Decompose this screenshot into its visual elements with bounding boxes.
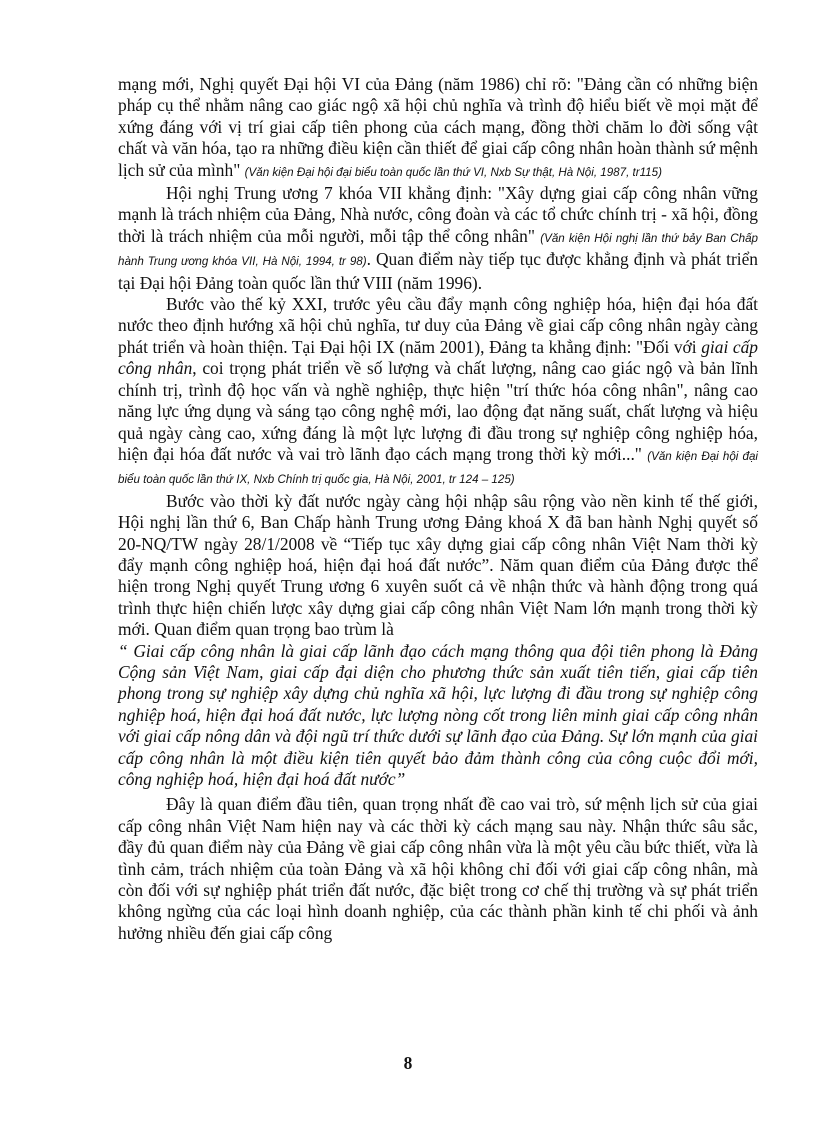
resolution-quote: “ Giai cấp công nhân là giai cấp lãnh đạo cách mạng thông qua đội tiên phong là Đảng Cộng sản Việt Nam, giai cấp đại diện cho phương thức sản xuất tiên tiến, giai cấp tiên phong trong sự nghiệp xây dựng chủ nghĩa xã hội, lực lượng đi đầu trong sự nghiệp công nghiệp hoá, hiện đại hoá đất nước, lực lượng nòng cốt trong liên minh giai cấp công nhân với giai cấp nông dân và đội ngũ trí thức dưới sự lãnh đạo của Đảng. Sự lớn mạnh của giai cấp công nhân là một điều kiện tiên quyết bảo đảm thành công của công cuộc đổi mới, công nghiệp hoá, hiện đại hoá đất nước” xyxy=(118,640,758,789)
paragraph-2 xyxy=(118,183,758,294)
page-number: 8 xyxy=(403,1053,413,1073)
paragraph-3-emphasis: giai cấp công nhân xyxy=(118,336,758,379)
paragraph-1-text: mạng mới, Nghị quyết Đại hội VI của Đảng (năm 1986) chỉ rõ: "Đảng cần có những biện pháp cụ thể nhằm nâng cao giác ngộ xã hội chủ nghĩa và trình độ hiểu biết về mọi mặt để xứng đáng với vị trí giai cấp tiên phong của cách mạng, đồng thời chăm lo đời sống vật chất và văn hóa, tạo ra những điều kiện cần thiết để giai cấp công nhân hoàn thành sứ mệnh lịch sử của mình" xyxy=(118,74,758,180)
document-body xyxy=(118,74,758,944)
paragraph-5-text: Đây là quan điểm đầu tiên, quan trọng nhất đề cao vai trò, sứ mệnh lịch sử của giai cấp công nhân Việt Nam hiện nay và các thời kỳ cách mạng sau này. Nhận thức sâu sắc, đầy đủ quan điểm này của Đảng về giai cấp công nhân vừa là một yêu cầu bức thiết, vừa là tình cảm, trách nhiệm của toàn Đảng và xã hội không chỉ đối với giai cấp công nhân, mà còn đối với sự nghiệp phát triển đất nước, đặc biệt trong cơ chế thị trường và sự phát triển không ngừng của các loại hình doanh nghiệp, của các thành phần kinh tế chi phối và ảnh hưởng nhiều đến giai cấp công xyxy=(118,794,758,943)
paragraph-3-text-2: , coi trọng phát triển về số lượng và chất lượng, nâng cao giác ngộ và bản lĩnh chính trị, trình độ học vấn và nghề nghiệp, thực hiện "trí thức hóa công nhân", nâng cao năng lực ứng dụng và sáng tạo công nghệ mới, lao động đạt năng suất, chất lượng và hiệu quả ngày càng cao, xứng đáng là một lực lượng đi đầu trong sự nghiệp công nghiệp hóa, hiện đại hóa đất nước và vai trò lãnh đạo cách mạng trong thời kỳ mới..." xyxy=(118,358,758,464)
paragraph-4-text: Bước vào thời kỳ đất nước ngày càng hội nhập sâu rộng vào nền kinh tế thế giới, Hội nghị lần thứ 6, Ban Chấp hành Trung ương Đảng khoá X đã ban hành Nghị quyết số 20-NQ/TW ngày 28/1/2008 về “Tiếp tục xây dựng giai cấp công nhân Việt Nam thời kỳ đẩy mạnh công nghiệp hoá, hiện đại hoá đất nước”. Năm quan điểm của Đảng được thể hiện trong Nghị quyết Trung ương 6 xuyên suốt cả về nhận thức và hành động trong quá trình thực hiện chiến lược xây dựng giai cấp công nhân Việt Nam lớn mạnh trong thời kỳ mới. Quan điểm quan trọng bao trùm là xyxy=(118,490,758,640)
citation-1: (Văn kiện Đại hội đại biểu toàn quốc lần thứ VI, Nxb Sự thật, Hà Nội, 1987, tr115) xyxy=(244,165,662,179)
paragraph-3 xyxy=(118,294,758,491)
citation-3: (Văn kiện Đại hội đại biểu toàn quốc lần thứ IX, Nxb Chính trị quốc gia, Hà Nội, 2001, tr 124 – 125) xyxy=(118,449,759,487)
paragraph-2-text: Hội nghị Trung ương 7 khóa VII khẳng định: "Xây dựng giai cấp công nhân vững mạnh là trách nhiệm của Đảng, Nhà nước, công đoàn và các tổ chức chính trị - xã hội, đồng thời là trách nhiệm của mỗi người, mỗi tập thể công nhân" xyxy=(118,183,758,246)
paragraph-5 xyxy=(118,794,758,944)
paragraph-3-text: Bước vào thế kỷ XXI, trước yêu cầu đẩy mạnh công nghiệp hóa, hiện đại hóa đất nước theo định hướng xã hội chủ nghĩa, tư duy của Đảng về giai cấp công nhân ngày càng phát triển và hoàn thiện. Tại Đại hội IX (năm 2001), Đảng ta khẳng định: "Đối với xyxy=(118,294,758,357)
paragraph-4 xyxy=(118,491,758,641)
citation-2: (Văn kiện Hội nghị lần thứ bảy Ban Chấp hành Trung ương khóa VII, Hà Nội, 1994, tr 98) xyxy=(118,231,758,269)
paragraph-2-tail: . Quan điểm này tiếp tục được khẳng định và phát triển tại Đại hội Đảng toàn quốc lần thứ VIII (năm 1996). xyxy=(118,249,758,293)
paragraph-1 xyxy=(118,74,758,183)
